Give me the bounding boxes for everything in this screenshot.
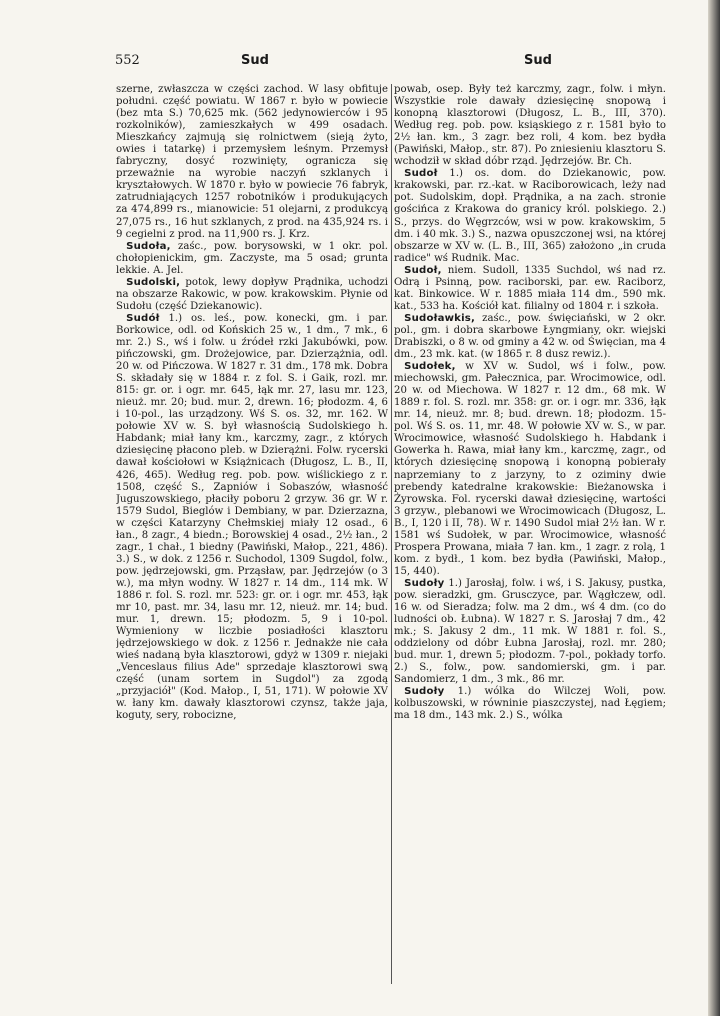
- entry: [394, 578, 666, 686]
- entry-headword: Sudoł,: [404, 264, 442, 276]
- entry-headword: Sudolski,: [126, 276, 181, 288]
- entry: [394, 265, 666, 313]
- entry-text: szerne, zwłaszcza w części zachod. W lasy obfituje południ. część powiatu. W 1867 r. było w powiecie (bez mta S.) 70,625 mk. (562 jedynowierców i 95 rozkolników), zamieszkałych w 499 osadach. Mieszkańcy zajmują się rolnictwem (sieją żyto, owies i tatarkę) i przemysłem leśnym. Przemysł fabryczny, dosyć rozwinięty, ogranicza się przeważnie na wyrobie naczyń szklanych i kryształowych. W 1870 r. było w powiecie 76 fabryk, zatrudniających 1257 robotników i produkujących za 474,899 rs., mianowicie: 51 olejarni, z produkcyą 27,075 rs., 16 hut szklanych, z prod. na 435,924 rs. i 9 cegielni z prod. na 11,900 rs. J. Krz.: [116, 84, 388, 240]
- left-column: [116, 84, 388, 989]
- entry-text: zaśc., pow. święciański, w 2 okr. pol., gm. i dobra skarbowe Łyngmiany, okr. wiejski Drabiszki, o 8 w. od gminy a 42 w. od Święcian, ma 4 dm., 23 mk. kat. (w 1865 r. 8 dusz rewiz.).: [394, 312, 666, 361]
- right-column: [394, 84, 666, 989]
- entry-text: potok, lewy dopływ Prądnika, uchodzi na obszarze Rakowic, w pow. krakowskim. Płynie od Sudołu (część Dziekanowic).: [116, 276, 388, 312]
- entry: [116, 84, 388, 241]
- entry-text: powab, osep. Były też karczmy, zagr., folw. i młyn. Wszystkie role dawały dziesięcinę snopową i konopną klasztorowi (Długosz, L. B., III, 370). Według reg. pob. pow. ksiąskiego z r. 1581 było to 2½ łan. km., 3 zagr. bez roli, 4 kom. bez bydła (Pawiński, Małop., str. 87). Po zniesieniu klasztoru S. wchodził w skład dóbr rząd. Jędrzejów. Br. Ch.: [394, 84, 666, 168]
- entry: [394, 313, 666, 361]
- entry: [116, 241, 388, 277]
- entry-text: 1.) wólka do Wilczej Woli, pow. kolbuszowski, w równinie piaszczystej, nad Łęgiem; ma 18 dm., 143 mk. 2.) S., wólka: [394, 686, 666, 722]
- entry-headword: Sudoła,: [126, 240, 171, 252]
- page-header: [115, 53, 675, 71]
- entry-text: niem. Sudoll, 1335 Suchdol, wś nad rz. Odrą i Psinną, pow. raciborski, par. ew. Raciborz, kat. Binkowice. W r. 1885 miała 114 dm., 590 mk. kat., 533 ha. Kościół kat. filialny od 1804 r. i szkoła.: [394, 264, 666, 312]
- entry-headword: Sudoły: [404, 577, 445, 589]
- entry: [116, 277, 388, 313]
- entry-headword: Sudół: [126, 312, 160, 324]
- entry-headword: Sudołek,: [404, 361, 456, 373]
- entry-headword: Sudoławkis,: [404, 312, 476, 324]
- entry-text: zaśc., pow. borysowski, w 1 okr. pol. chołopienickim, gm. Zaczyste, ma 5 osad; grunta lekkie. A. Jel.: [116, 240, 388, 276]
- running-headword-left: Sud: [241, 53, 269, 68]
- entry: [394, 84, 666, 168]
- entry-text: 1.) Jarosłaj, folw. i wś, i S. Jakusy, pustka, pow. sieradzki, gm. Grusczyce, par. Wągłczew, odl. 16 w. od Sieradza; folw. ma 2 dm., wś 4 dm. (co do ludności ob. Łubna). W 1827 r. S. Jarosłaj 7 dm., 42 mk.; S. Jakusy 2 dm., 11 mk. W 1881 r. fol. S., oddzielony od dóbr Łubna Jarosłaj, rozl. mr. 280; bud. mur. 1, drewn 5; płodozm. 7-pol., pokłady torfo. 2.) S., folw., pow. sandomierski, gm. i par. Sandomierz, 1 dm., 3 mk., 86 mr.: [394, 577, 666, 686]
- entry: [394, 686, 666, 722]
- entry-text: w XV w. Sudol, wś i folw., pow. miechowski, gm. Pałecznica, par. Wrocimowice, odl. 20 w. od Miechowa. W 1827 r. 12 dm., 68 mk. W 1889 r. fol. S. rozl. mr. 358: gr. or. i ogr. mr. 336, łąk mr. 14, nieuż. mr. 8; bud. drewn. 18; płodozm. 15-pol. Wś S. os. 11, mr. 48. W połowie XV w. S., w par. Wrocimowice, własność Sudolskiego h. Habdank i Gowerka h. Rawa, miał łany km., karczmę, zagr., od których dziesięcinę snopową i konopną pobierały naprzemiany to z jarzyny, to z oziminy dwie prebendy katedralne krakowskie: Bieżanowska i Żyrowska. Fol. rycerski dawał dziesięcinę, wartości 3 grzyw., plebanowi we Wrocimowicach (Długosz, L. B., I, 120 i II, 78). W r. 1490 Sudol miał 2½ łan. W r. 1581 wś Sudołek, w par. Wrocimowice, własność Prospera Prowana, miała 7 łan. km., 1 zagr. z rolą, 1 kom. z bydł., 1 kom. bez bydła (Pawiński, Małop., 15, 440).: [394, 361, 666, 577]
- column-divider: [391, 84, 392, 984]
- page-number: 552: [115, 53, 140, 68]
- entry: [116, 313, 388, 723]
- entry-headword: Sudoł: [404, 168, 438, 180]
- entry: [394, 361, 666, 578]
- running-headword-right: Sud: [524, 53, 552, 68]
- entry: [394, 168, 666, 264]
- entry-headword: Sudoły: [404, 686, 445, 698]
- book-spine-shadow: [708, 0, 720, 1016]
- entry-text: 1.) os. leś., pow. konecki, gm. i par. Borkowice, odl. od Końskich 25 w., 1 dm., 7 mk., 6 mr. 2.) S., wś i folw. u źródeł rzki Jakubówki, pow. pińczowski, gm. Drożejowice, par. Dzierzążnia, odl. 20 w. od Pińczowa. W 1827 r. 31 dm., 178 mk. Dobra S. składały się w 1884 r. z fol. S. i Gaik, rozl. mr. 815: gr. or. i ogr. mr. 645, łąk mr. 27, lasu mr. 123, nieuż. mr. 20; bud. mur. 2, drewn. 16; płodozm. 4, 6 i 10-pol., las urządzony. Wś S. os. 32, mr. 162. W połowie XV w. S. był własnością Sudolskiego h. Habdank; miał łany km., karczmy, zagr., z których dziesięcinę płacono pleb. w Dzierążni. Folw. rycerski dawał kościołowi w Książnicach (Długosz, L. B., II, 426, 465). Według reg. pob. pow. wiślickiego z r. 1508, część S., Zapniów i Sobaszów, własność Juguszowskiego, płaciły poboru 2 grzyw. 36 gr. W r. 1579 Sudol, Bieglów i Dembiany, w par. Dzierzazna, w części Katarzyny Chełmskiej miały 12 osad., 6 łan., 8 zagr., 4 biedn.; Borowskiej 4 osad., 2½ łan., 2 zagr., 1 chał., 1 biedny (Pawiński, Małop., 221, 486). 3.) S., w dok. z 1256 r. Suchodol, 1309 Sugdol, folw., pow. jędrzejowski, gm. Prząsław, par. Jędrzejów (o 3 w.), ma młyn wodny. W 1827 r. 14 dm., 114 mk. W 1886 r. fol. S. rozl. mr. 523: gr. or. i ogr. mr. 453, łąk mr 10, past. mr. 34, lasu mr. 12, nieuż. mr. 14; bud. mur. 1, drewn. 15; płodozm. 5, 9 i 10-pol. Wymieniony w liczbie posiadłości klasztoru jędrzejowskiego w dok. z 1256 r. Jednakże nie cała wieś nadaną była klasztorowi, gdyż w 1309 r. niejaki „Venceslaus filius Ade" sprzedaje klasztorowi swą część (unam sortem in Sugdol") za zgodą „przyjaciół" (Kod. Małop., I, 51, 171). W połowie XV w. łany km. dawały klasztorowi czynsz, także jaja, koguty, sery, robocizne,: [116, 312, 388, 722]
- entry-text: 1.) os. dom. do Dziekanowic, pow. krakowski, par. rz.-kat. w Raciborowicach, leży nad pot. Sudolskim, dopł. Prądnika, a na zach. stronie gościńca z Krakowa do granicy król. polskiego. 2.) S., przys. do Węgrzców, wsi w pow. krakowskim, 5 dm. i 40 mk. 3.) S., nazwa opuszczonej wsi, na której obszarze w XV w. (L. B., III, 365) założono „in cruda radice" wś Rudnik. Mac.: [394, 168, 666, 264]
